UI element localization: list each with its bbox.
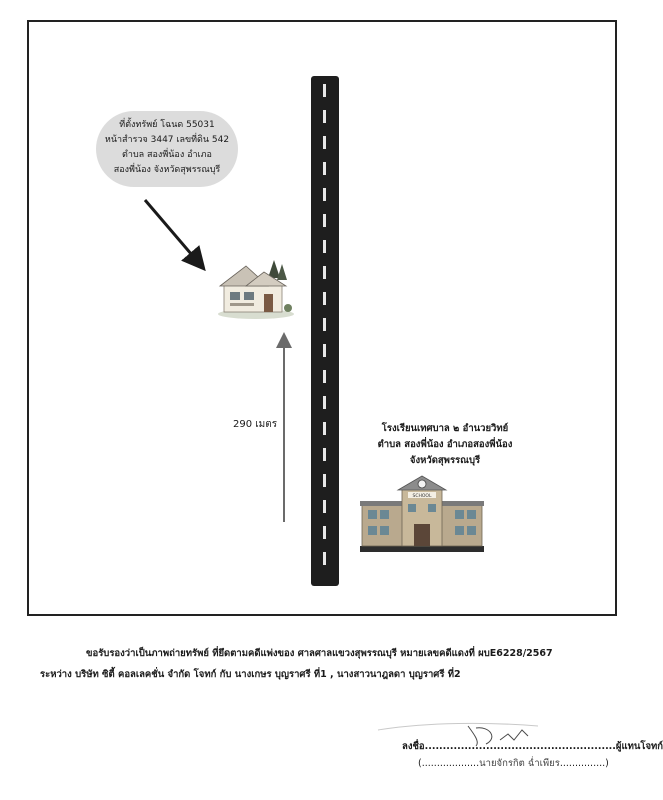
- road-lane-dash: [323, 188, 326, 201]
- road-lane-dash: [323, 266, 326, 279]
- signer-name: นายจักรกิต ฉ่ำเพียร: [479, 758, 560, 769]
- road-lane-dash: [323, 110, 326, 123]
- road-lane-dash: [323, 448, 326, 461]
- sign-dots-left: ...................................: [424, 741, 551, 752]
- property-label-line4: สองพี่น้อง จังหวัดสุพรรณบุรี: [113, 165, 221, 175]
- certification-line2: ระหว่าง บริษัท ซิตี้ คอลเลคชั่น จำกัด โจทก์ กับ นางเกษร บุญราศรี ที่1 , นางสาวนาฎลดา บุญราศรี ที่2: [40, 669, 461, 680]
- road-lane-dash: [323, 500, 326, 513]
- sign-suffix: ผู้แทนโจทก์: [615, 741, 663, 752]
- name-dots-left: ...................: [421, 758, 480, 769]
- name-open: (: [418, 758, 422, 769]
- road-lane-dash: [323, 344, 326, 357]
- property-label-line3: ตำบล สองพี่น้อง อำเภอ: [122, 150, 212, 160]
- road-lane-dash: [323, 162, 326, 175]
- road-lane-dash: [323, 292, 326, 305]
- road-lane-dash: [323, 396, 326, 409]
- sign-prefix: ลงชื่อ: [402, 741, 425, 752]
- road-lane-dash: [323, 84, 326, 97]
- property-label-bubble: [96, 111, 238, 187]
- school-label-line3: จังหวัดสุพรรณบุรี: [409, 455, 481, 466]
- distance-label: 290 เมตร: [233, 419, 278, 430]
- road-lane-dash: [323, 552, 326, 565]
- road-lane-dash: [323, 240, 326, 253]
- property-label-line1: ที่ตั้งทรัพย์ โฉนด 55031: [119, 120, 215, 130]
- road-lane-dash: [323, 214, 326, 227]
- road-lane-dash: [323, 526, 326, 539]
- signature-line: [402, 739, 663, 754]
- road-lane-dash: [323, 370, 326, 383]
- certification-text: [40, 643, 630, 685]
- school-label-line1: โรงเรียนเทศบาล ๒ อำนวยวิทย์: [381, 423, 509, 434]
- road-lane-dash: [323, 318, 326, 331]
- certification-line1: ขอรับรองว่าเป็นภาพถ่ายทรัพย์ ที่ยึดตามคดีแพ่งของ ศาลศาลแขวงสุพรรณบุรี หมายเลขคดีแดงที่ ผบE6228/2567: [86, 648, 553, 659]
- road-lane-dash: [323, 474, 326, 487]
- school-building-icon: [360, 474, 484, 552]
- name-dots-right: ...............: [559, 758, 606, 769]
- sign-dots-right: ..................: [550, 741, 616, 752]
- house-icon: [216, 256, 296, 320]
- signer-name-line: [418, 756, 609, 771]
- road-lane-dash: [323, 136, 326, 149]
- school-label-line2: ตำบล สองพี่น้อง อำเภอสองพี่น้อง: [377, 439, 513, 450]
- name-close: ): [605, 758, 609, 769]
- road: [311, 76, 339, 586]
- property-label-line2: หน้าสำรวจ 3447 เลขที่ดิน 542: [104, 135, 230, 145]
- school-sign-text: SCHOOL: [412, 494, 432, 499]
- road-lane-dash: [323, 422, 326, 435]
- school-label: [330, 421, 560, 469]
